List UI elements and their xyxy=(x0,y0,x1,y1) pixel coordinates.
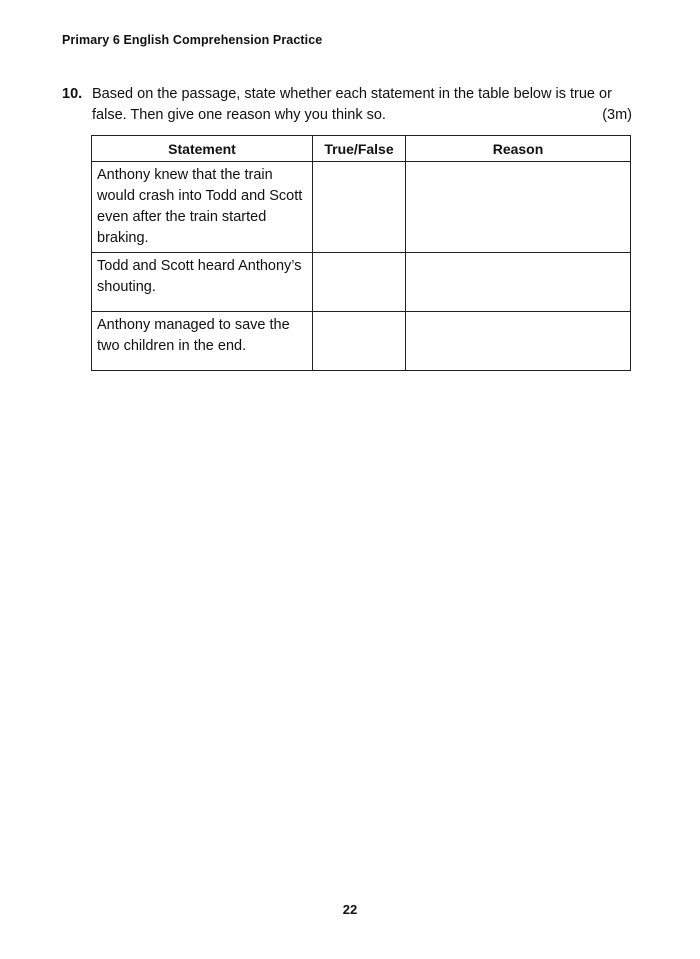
statement-cell xyxy=(92,253,313,312)
true-false-answer[interactable] xyxy=(313,253,405,259)
question-number: 10. xyxy=(62,86,83,102)
table-header-row xyxy=(92,136,631,162)
table-row xyxy=(92,312,631,371)
table-row xyxy=(92,162,631,253)
true-false-answer-cell[interactable] xyxy=(313,162,406,253)
statement-cell xyxy=(92,162,313,253)
column-header-reason: Reason xyxy=(406,136,631,162)
page-number: 22 xyxy=(342,902,358,917)
statement-text: Anthony knew that the train would crash into Todd and Scott even after the train started braking. xyxy=(97,167,303,246)
statement-cell xyxy=(92,312,313,371)
question-text-line-2: false. Then give one reason why you think so. xyxy=(92,107,386,123)
reason-answer-cell[interactable] xyxy=(406,253,631,312)
true-false-answer-cell[interactable] xyxy=(313,253,406,312)
table-row xyxy=(92,253,631,312)
column-header-true-false: True/False xyxy=(313,136,406,162)
running-header: Primary 6 English Comprehension Practice xyxy=(62,33,323,47)
question-marks: (3m) xyxy=(602,107,632,123)
reason-answer[interactable] xyxy=(406,162,630,168)
column-header-statement: Statement xyxy=(92,136,313,162)
statement-text: Todd and Scott heard Anthony’s shouting. xyxy=(97,258,302,295)
true-false-answer[interactable] xyxy=(313,162,405,168)
true-false-answer-cell[interactable] xyxy=(313,312,406,371)
reason-answer-cell[interactable] xyxy=(406,312,631,371)
statement-text: Anthony managed to save the two children in the end. xyxy=(97,317,290,354)
question-text-line-1: Based on the passage, state whether each statement in the table below is true or xyxy=(92,86,612,102)
reason-answer[interactable] xyxy=(406,253,630,259)
true-false-answer[interactable] xyxy=(313,312,405,318)
reason-answer[interactable] xyxy=(406,312,630,318)
answer-table xyxy=(91,135,631,371)
reason-answer-cell[interactable] xyxy=(406,162,631,253)
